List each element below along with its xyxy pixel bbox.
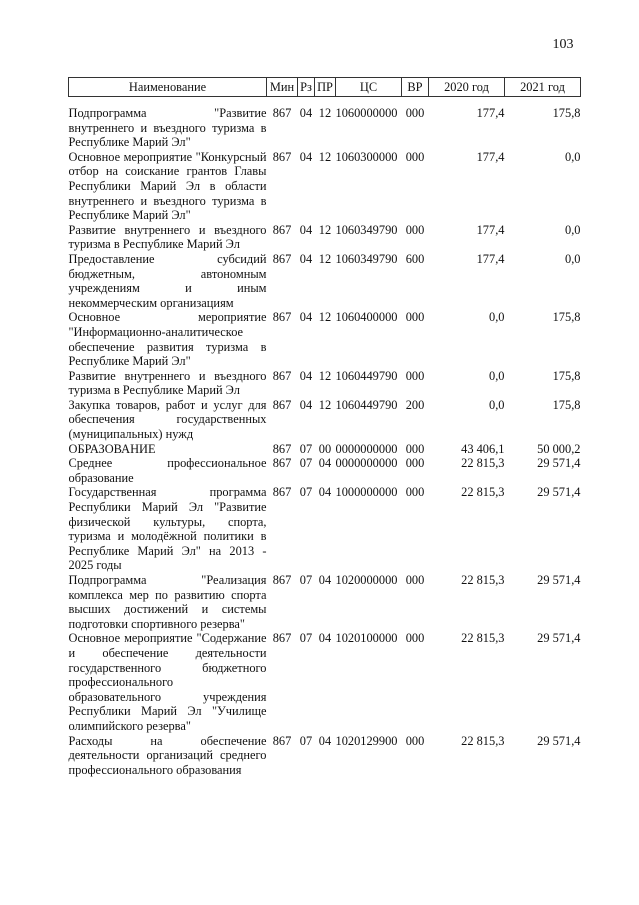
header-vr: ВР [402,78,429,97]
table-body [69,97,581,778]
cell-2021: 29 571,4 [537,456,581,471]
cell-min: 867 [272,149,292,164]
cell-2021: 175,8 [552,368,581,383]
header-min: Мин [267,78,298,97]
table-row [69,310,581,368]
cell-name: Развитие внутреннего и въездного туризма в Республике Марий Эл [68,222,267,252]
cell-rz: 04 [299,368,313,383]
cell-2020: 22 815,3 [461,631,505,646]
cell-pr: 04 [318,573,332,587]
header-cs: ЦС [336,78,402,97]
table-row [69,734,581,778]
cell-min: 867 [272,631,292,646]
cell-min: 867 [272,310,292,325]
cell-vr: 000 [405,106,425,120]
cell-name: Основное мероприятие "Конкурсный отбор на соискание грантов Главы Республики Марий Эл в области внутреннего и въездного туризма в Республике Марий Эл" [68,149,267,223]
cell-rz: 04 [299,397,313,412]
cell-cs: 1060349790 [335,222,398,237]
cell-min: 867 [272,733,292,748]
cell-vr: 000 [405,573,425,587]
header-2020: 2020 год [429,78,505,97]
cell-2020: 177,4 [476,251,505,266]
cell-2020: 0,0 [489,310,505,325]
header-rz: Рз [298,78,315,97]
cell-2021: 0,0 [565,222,581,237]
cell-pr: 12 [318,310,332,325]
cell-cs: 0000000000 [335,441,398,456]
cell-name: Закупка товаров, работ и услуг для обеспечения государственных (муниципальных) нужд [68,397,267,442]
page-number: 103 [552,37,574,52]
table-header [69,78,581,97]
cell-cs: 1060449790 [335,368,398,383]
cell-pr: 04 [318,733,332,748]
table-row [69,442,581,457]
cell-min: 867 [272,251,292,266]
cell-cs: 1020100000 [335,631,398,646]
cell-rz: 04 [299,222,313,237]
cell-2021: 29 571,4 [537,573,581,587]
cell-cs: 1060300000 [335,149,398,164]
cell-vr: 000 [405,368,425,383]
cell-cs: 1060400000 [335,310,398,325]
cell-pr: 04 [318,631,332,646]
cell-pr: 12 [318,251,332,266]
cell-rz: 04 [299,106,313,120]
cell-vr: 200 [405,397,425,412]
cell-vr: 000 [405,631,425,646]
table-row [69,252,581,310]
cell-2021: 29 571,4 [537,631,581,646]
cell-2020: 22 815,3 [461,733,505,748]
cell-name: Подпрограмма "Развитие внутреннего и въездного туризма в Республике Марий Эл" [68,106,267,150]
cell-min: 867 [272,485,292,500]
cell-vr: 000 [405,310,425,325]
cell-name: Среднее профессиональное образование [68,456,267,485]
cell-vr: 000 [405,733,425,748]
cell-rz: 07 [299,733,313,748]
cell-pr: 00 [318,441,332,456]
cell-2021: 175,8 [552,397,581,412]
cell-name: Развитие внутреннего и въездного туризма в Республике Марий Эл [68,368,267,398]
cell-min: 867 [272,573,292,587]
cell-rz: 07 [299,441,313,456]
cell-rz: 07 [299,456,313,471]
cell-2021: 0,0 [565,251,581,266]
table-row [69,485,581,573]
cell-rz: 04 [299,310,313,325]
cell-vr: 600 [405,251,425,266]
table-row [69,456,581,485]
cell-name: Основное мероприятие "Информационно-аналитическое обеспечение развития туризма в Республике Марий Эл" [68,310,267,369]
table-row [69,398,581,442]
cell-pr: 12 [318,222,332,237]
cell-cs: 1060000000 [335,106,398,120]
cell-cs: 1060449790 [335,397,398,412]
cell-cs: 1000000000 [335,485,398,500]
table-row [69,573,581,631]
cell-2020: 22 815,3 [461,485,505,500]
cell-pr: 12 [318,397,332,412]
cell-2021: 175,8 [552,310,581,325]
cell-pr: 12 [318,149,332,164]
cell-2020: 22 815,3 [461,456,505,471]
cell-name: Предоставление субсидий бюджетным, автономным учреждениям и иным некоммерческим организациям [68,251,267,310]
header-name: Наименование [69,78,267,97]
header-pr: ПР [315,78,336,97]
cell-min: 867 [272,456,292,471]
cell-min: 867 [272,222,292,237]
cell-rz: 07 [299,631,313,646]
table-row [69,369,581,398]
cell-2020: 0,0 [489,397,505,412]
cell-vr: 000 [405,485,425,500]
cell-2021: 175,8 [552,106,581,120]
cell-cs: 1020129900 [335,733,398,748]
cell-min: 867 [272,368,292,383]
cell-min: 867 [272,397,292,412]
cell-rz: 04 [299,251,313,266]
cell-2020: 177,4 [476,106,505,120]
cell-rz: 04 [299,149,313,164]
table-row [69,223,581,252]
table-row [69,106,581,150]
cell-vr: 000 [405,441,425,456]
cell-pr: 12 [318,368,332,383]
cell-2020: 177,4 [476,222,505,237]
cell-cs: 1020000000 [335,573,398,587]
cell-rz: 07 [299,485,313,500]
cell-2020: 0,0 [489,368,505,383]
cell-pr: 04 [318,456,332,471]
cell-2020: 177,4 [476,149,505,164]
cell-min: 867 [272,441,292,456]
cell-2020: 43 406,1 [461,441,505,456]
cell-2020: 22 815,3 [461,573,505,587]
cell-name: Расходы на обеспечение деятельности организаций среднего профессионального образования [68,733,267,777]
cell-vr: 000 [405,149,425,164]
cell-cs: 1060349790 [335,251,398,266]
budget-table [68,77,581,777]
table-row [69,631,581,733]
table-row [69,150,581,223]
cell-min: 867 [272,106,292,120]
cell-2021: 0,0 [565,149,581,164]
cell-2021: 29 571,4 [537,485,581,500]
cell-cs: 0000000000 [335,456,398,471]
cell-2021: 29 571,4 [537,733,581,748]
cell-name: ОБРАЗОВАНИЕ [68,441,156,456]
cell-name: Подпрограмма "Реализация комплекса мер по развитию спорта высших достижений и системы подготовки спортивного резерва" [68,573,267,631]
cell-vr: 000 [405,456,425,471]
header-2021: 2021 год [505,78,581,97]
cell-pr: 12 [318,106,332,120]
cell-2021: 50 000,2 [537,441,581,456]
cell-name: Основное мероприятие "Содержание и обеспечение деятельности государственного бюджетного профессионального образовательного учреждения Республики Марий Эл "Училище олимпийского резерва" [68,631,267,733]
cell-pr: 04 [318,485,332,500]
cell-rz: 07 [299,573,313,587]
cell-name: Государственная программа Республики Марий Эл "Развитие физической культуры, спорта, туризма и молодёжной политики в Республике Марий Эл" на 2013 - 2025 годы [68,485,267,573]
cell-vr: 000 [405,222,425,237]
